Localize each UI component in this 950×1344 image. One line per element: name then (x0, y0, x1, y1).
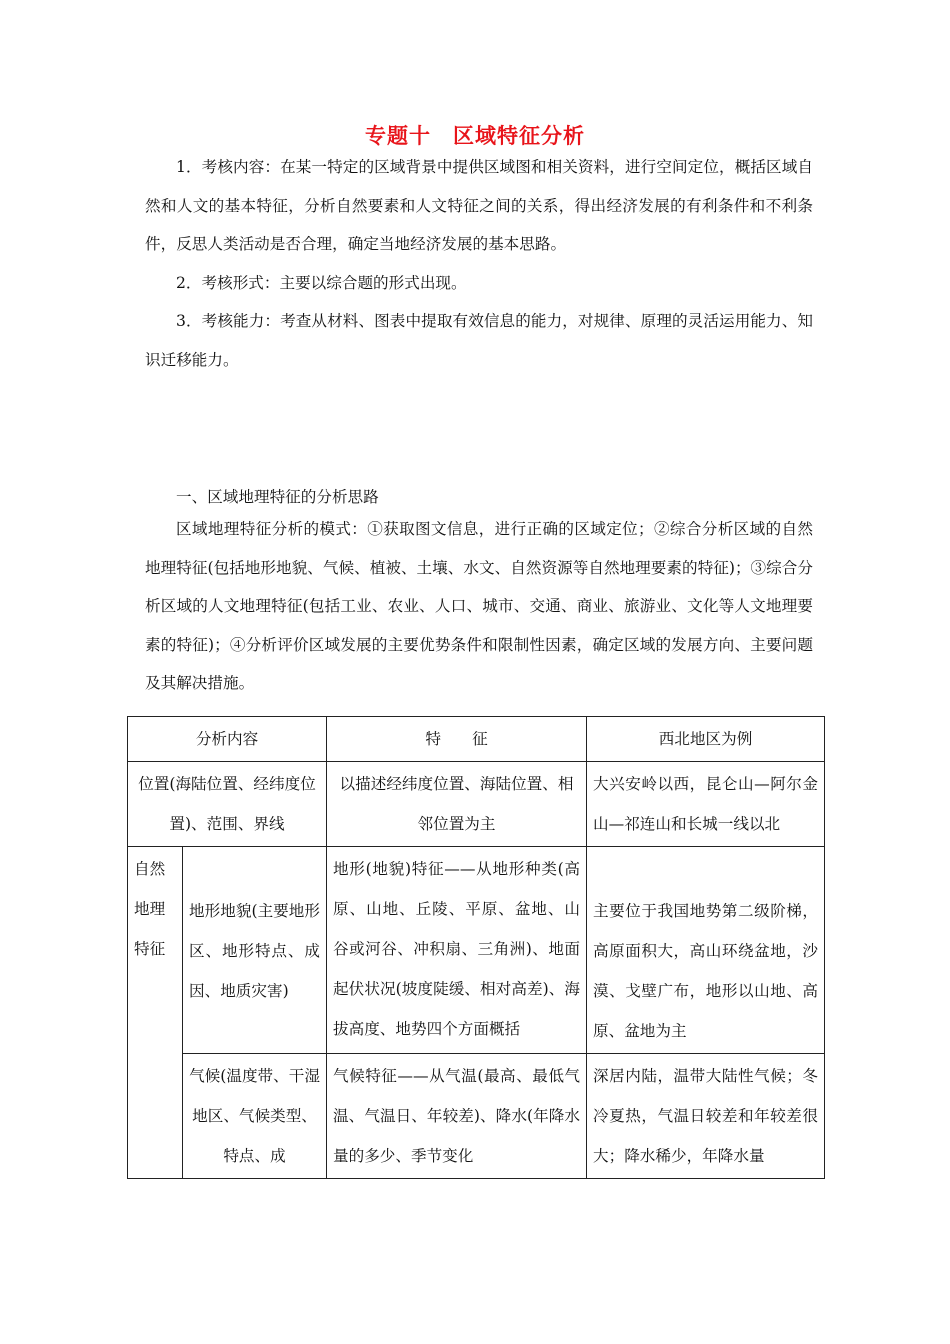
intro-item-content: 1．考核内容：在某一特定的区域背景中提供区域图和相关资料，进行空间定位，概括区域自然和人文的基本特征，分析自然要素和人文特征之间的关系，得出经济发展的有利条件和不利条件，反思人类活动是否合理，确定当地经济发展的基本思路。 (145, 158, 813, 253)
header-cell-content: 分析内容 (128, 717, 327, 762)
header-cell-feature: 特 征 (327, 717, 587, 762)
cell-climate-content: 气候(温度带、干湿地区、气候类型、特点、成 (183, 1054, 327, 1179)
cell-climate-feature: 气候特征——从气温(最高、最低气温、气温日、年较差)、降水(年降水量的多少、季节变化 (327, 1054, 587, 1179)
table-row (128, 762, 825, 847)
analysis-table (127, 716, 825, 1179)
cell-terrain-example: 主要位于我国地势第二级阶梯，高原面积大，高山环绕盆地，沙漠、戈壁广布，地形以山地、高原、盆地为主 (587, 847, 825, 1054)
table-row (128, 847, 825, 1054)
intro-item-ability: 3．考核能力：考查从材料、图表中提取有效信息的能力，对规律、原理的灵活运用能力、知识迁移能力。 (145, 312, 813, 369)
cell-location-feature: 以描述经纬度位置、海陆位置、相邻位置为主 (327, 762, 587, 847)
cell-climate-example: 深居内陆，温带大陆性气候；冬冷夏热，气温日较差和年较差很大；降水稀少，年降水量 (587, 1054, 825, 1179)
table-row (128, 1054, 825, 1179)
section-body-text: 区域地理特征分析的模式：①获取图文信息，进行正确的区域定位；②综合分析区域的自然地理特征(包括地形地貌、气候、植被、土壤、水文、自然资源等自然地理要素的特征)；③综合分析区域的人文地理特征(包括工业、农业、人口、城市、交通、商业、旅游业、文化等人文地理要素的特征)；④分析评价区域发展的主要优势条件和限制性因素，确定区域的发展方向、主要问题及其解决措施。 (145, 520, 813, 692)
table-header-row (128, 717, 825, 762)
section-heading-text: 一、区域地理特征的分析思路 (176, 488, 379, 506)
intro-item-format: 2．考核形式：主要以综合题的形式出现。 (176, 273, 467, 292)
assessment-intro (145, 148, 813, 379)
section-body (145, 510, 813, 703)
cell-natural-group: 自然地理特征 (128, 847, 183, 1179)
cell-terrain-feature: 地形(地貌)特征——从地形种类(高原、山地、丘陵、平原、盆地、山谷或河谷、冲积扇、三角洲)、地面起伏状况(坡度陡缓、相对高差)、海拔高度、地势四个方面概括 (327, 847, 587, 1054)
cell-location-content: 位置(海陆位置、经纬度位置)、范围、界线 (128, 762, 327, 847)
header-cell-example: 西北地区为例 (587, 717, 825, 762)
cell-terrain-content: 地形地貌(主要地形区、地形特点、成因、地质灾害) (183, 847, 327, 1054)
cell-location-example: 大兴安岭以西，昆仑山—阿尔金山—祁连山和长城一线以北 (587, 762, 825, 847)
page-title: 专题十 区域特征分析 (365, 124, 585, 148)
